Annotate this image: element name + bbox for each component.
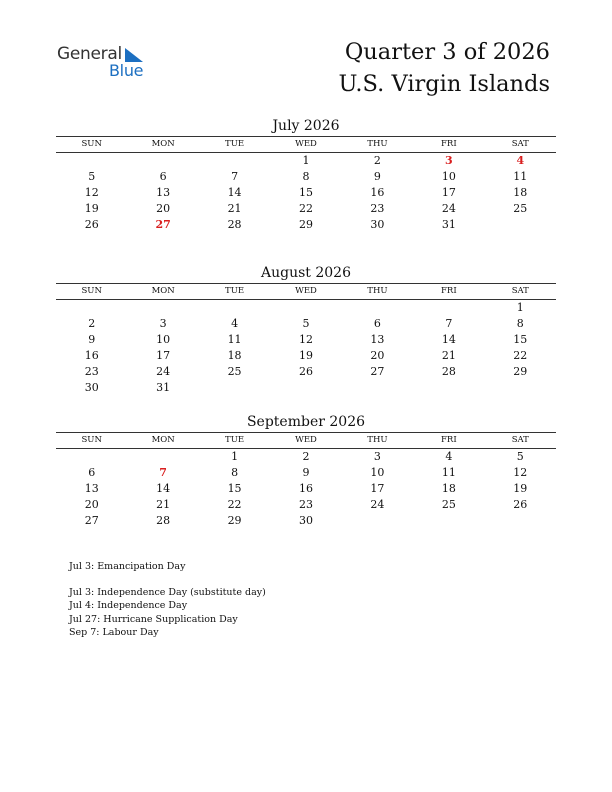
holiday-day-cell: 4 [516,154,525,167]
day-cell: 19 [298,349,313,362]
day-cell: 1 [516,301,524,314]
day-cell: 24 [370,498,385,511]
day-cell: 19 [84,202,99,215]
weekday-header: THU [342,284,413,300]
day-cell: 10 [156,333,171,346]
weekday-header: FRI [413,433,484,449]
day-cell: 29 [298,218,313,231]
holiday-day-cell: 27 [155,218,171,231]
logo-blue-text: Blue [109,61,144,80]
day-cell: 14 [156,482,171,495]
day-cell: 23 [370,202,385,215]
day-cell: 8 [516,317,524,330]
day-cell: 4 [231,317,239,330]
day-cell: 26 [513,498,528,511]
day-cell: 12 [84,186,99,199]
weekday-header: SUN [56,137,127,153]
weekday-header: SAT [485,137,556,153]
page-title [339,36,551,100]
weekday-header: TUE [199,433,270,449]
empty-day-cell [127,153,198,169]
day-cell: 7 [445,317,453,330]
day-cell: 21 [227,202,242,215]
weekday-header: WED [270,284,341,300]
holiday-note: Jul 4: Independence Day [69,600,188,611]
day-cell: 25 [513,202,528,215]
day-cell: 10 [441,170,456,183]
weekday-header: MON [127,137,198,153]
day-cell: 18 [513,186,528,199]
day-cell: 8 [231,466,239,479]
day-cell: 24 [156,365,171,378]
day-cell: 1 [231,450,239,463]
holiday-notes [69,560,266,640]
day-cell: 30 [84,381,99,394]
day-cell: 11 [441,466,456,479]
day-cell: 22 [227,498,242,511]
month-grid [56,283,556,396]
day-cell: 31 [441,218,456,231]
day-cell: 15 [513,333,528,346]
day-cell: 6 [373,317,381,330]
empty-day-cell [199,153,270,169]
day-cell: 26 [298,365,313,378]
day-cell: 29 [513,365,528,378]
day-cell: 21 [156,498,171,511]
day-cell: 16 [84,349,99,362]
day-cell: 5 [302,317,310,330]
empty-day-cell [270,300,341,316]
day-cell: 25 [227,365,242,378]
day-cell: 5 [88,170,96,183]
title-quarter: Quarter 3 of 2026 [344,39,550,65]
empty-day-cell [56,300,127,316]
day-cell: 20 [156,202,171,215]
day-cell: 17 [156,349,171,362]
day-cell: 6 [88,466,96,479]
month-grid [56,136,556,233]
day-cell: 5 [516,450,524,463]
weekday-header: FRI [413,137,484,153]
day-cell: 8 [302,170,310,183]
holiday-day-cell: 7 [159,466,167,479]
weekday-header: WED [270,137,341,153]
month-calendar-july [56,116,556,233]
weekday-header: SUN [56,284,127,300]
logo-general-text: General [57,44,122,64]
day-cell: 14 [441,333,456,346]
day-cell: 2 [373,154,381,167]
weekday-header: THU [342,137,413,153]
title-region: U.S. Virgin Islands [338,71,550,97]
day-cell: 16 [370,186,385,199]
day-cell: 11 [513,170,528,183]
day-cell: 9 [88,333,96,346]
empty-day-cell [342,300,413,316]
day-cell: 22 [513,349,528,362]
day-cell: 16 [298,482,313,495]
day-cell: 15 [298,186,313,199]
month-calendar-september [56,412,556,529]
day-cell: 3 [159,317,167,330]
day-cell: 26 [84,218,99,231]
day-cell: 28 [227,218,242,231]
day-cell: 9 [373,170,381,183]
day-cell: 17 [441,186,456,199]
day-cell: 12 [298,333,313,346]
day-cell: 30 [298,514,313,527]
day-cell: 3 [373,450,381,463]
weekday-header: THU [342,433,413,449]
empty-day-cell [199,300,270,316]
day-cell: 25 [441,498,456,511]
month-calendar-august [56,263,556,396]
day-cell: 9 [302,466,310,479]
holiday-note: Jul 27: Hurricane Supplication Day [69,613,238,625]
day-cell: 14 [227,186,242,199]
day-cell: 10 [370,466,385,479]
weekday-header: TUE [199,137,270,153]
logo [57,44,157,84]
day-cell: 27 [370,365,385,378]
month-title: July 2026 [272,118,340,134]
day-cell: 29 [227,514,242,527]
month-grid [56,432,556,529]
empty-day-cell [127,300,198,316]
day-cell: 30 [370,218,385,231]
holiday-note: Jul 3: Emancipation Day [69,561,186,572]
day-cell: 13 [156,186,171,199]
day-cell: 17 [370,482,385,495]
day-cell: 13 [84,482,99,495]
day-cell: 18 [441,482,456,495]
weekday-header: TUE [199,284,270,300]
day-cell: 24 [441,202,456,215]
day-cell: 12 [513,466,528,479]
holiday-note: Sep 7: Labour Day [69,627,159,638]
empty-day-cell [127,449,198,465]
day-cell: 4 [445,450,453,463]
day-cell: 31 [156,381,171,394]
weekday-header: WED [270,433,341,449]
day-cell: 2 [88,317,96,330]
holiday-day-cell: 3 [445,154,453,167]
day-cell: 1 [302,154,310,167]
day-cell: 21 [441,349,456,362]
day-cell: 15 [227,482,242,495]
day-cell: 22 [298,202,313,215]
day-cell: 11 [227,333,242,346]
weekday-header: MON [127,284,198,300]
day-cell: 23 [84,365,99,378]
day-cell: 6 [159,170,167,183]
weekday-header: MON [127,433,198,449]
month-title: August 2026 [261,265,351,281]
day-cell: 23 [298,498,313,511]
day-cell: 20 [370,349,385,362]
day-cell: 13 [370,333,385,346]
day-cell: 7 [231,170,239,183]
empty-day-cell [413,300,484,316]
holiday-note: Jul 3: Independence Day (substitute day) [69,586,266,598]
weekday-header: SAT [485,433,556,449]
day-cell: 2 [302,450,310,463]
month-title: September 2026 [246,414,366,430]
weekday-header: SAT [485,284,556,300]
day-cell: 20 [84,498,99,511]
day-cell: 27 [84,514,99,527]
empty-day-cell [56,153,127,169]
day-cell: 19 [513,482,528,495]
day-cell: 28 [441,365,456,378]
weekday-header: FRI [413,284,484,300]
weekday-header: SUN [56,433,127,449]
day-cell: 18 [227,349,242,362]
day-cell: 28 [156,514,171,527]
empty-day-cell [56,449,127,465]
